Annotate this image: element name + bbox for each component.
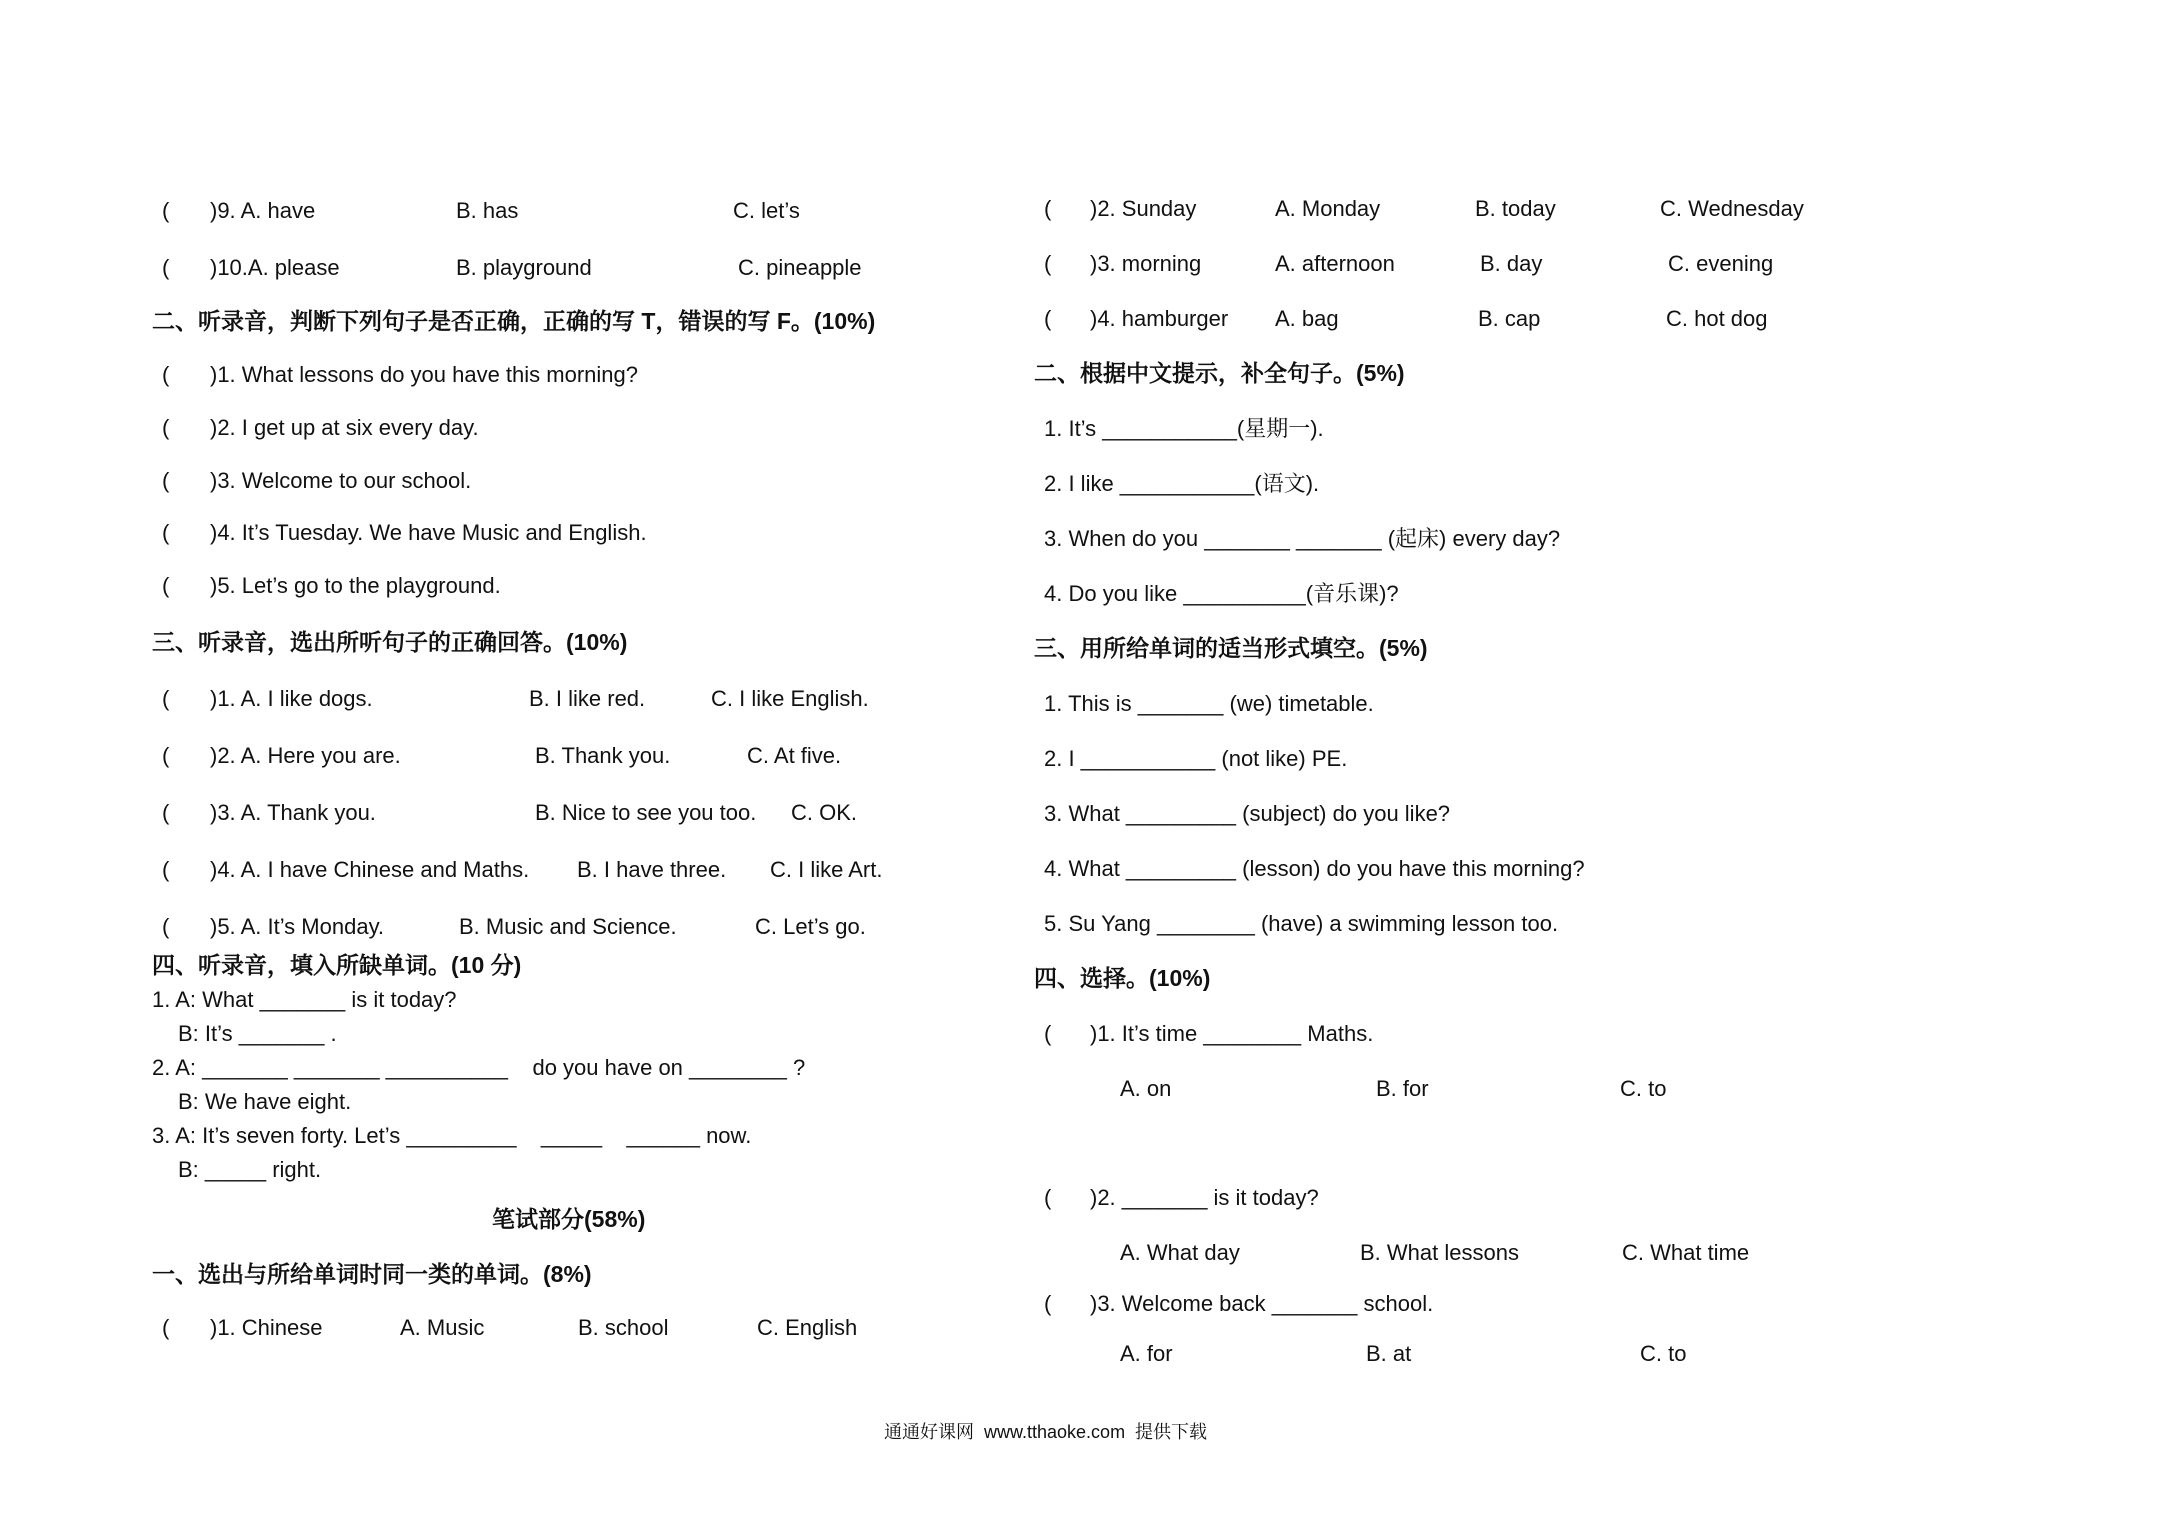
paren: (: [1044, 251, 1052, 276]
paren: (: [162, 914, 170, 939]
paren: (: [162, 520, 170, 545]
option-b: B. for: [1376, 1076, 1429, 1101]
fill-line: 4. Do you like __________(音乐课)?: [1044, 581, 1399, 606]
part-title: 笔试部分(58%): [492, 1206, 646, 1232]
option-c: C. to: [1640, 1341, 1687, 1366]
option-c: C. evening: [1668, 251, 1774, 276]
question-text: )3. Welcome back _______ school.: [1090, 1291, 1434, 1316]
option-c: C. I like Art.: [770, 857, 883, 882]
option-c: C. to: [1620, 1076, 1667, 1101]
fill-line: B: We have eight.: [178, 1089, 352, 1114]
question-text: )9. A. have: [210, 198, 316, 223]
paren: (: [162, 800, 170, 825]
option-b: B. day: [1480, 251, 1543, 276]
fill-line: 2. I like ___________(语文).: [1044, 471, 1320, 496]
paren: (: [162, 468, 170, 493]
option-a: A. What day: [1120, 1240, 1240, 1265]
option-b: B. Nice to see you too.: [535, 800, 757, 825]
fill-line: 1. A: What _______ is it today?: [152, 987, 457, 1012]
paren: (: [162, 686, 170, 711]
question-text: )1. It’s time ________ Maths.: [1090, 1021, 1374, 1046]
option-c: C. I like English.: [711, 686, 869, 711]
paren: (: [162, 362, 170, 387]
paren: (: [162, 198, 170, 223]
fill-line: 1. It’s ___________(星期一).: [1044, 416, 1324, 441]
fill-line: 1. This is _______ (we) timetable.: [1044, 691, 1374, 716]
paren: (: [1044, 1185, 1052, 1210]
paren: (: [162, 743, 170, 768]
paren: (: [162, 573, 170, 598]
option-a: A. bag: [1275, 306, 1339, 331]
option-c: C. Wednesday: [1660, 196, 1804, 221]
option-c: C. What time: [1622, 1240, 1750, 1265]
option-b: B. cap: [1478, 306, 1541, 331]
option-b: B. playground: [456, 255, 592, 280]
fill-line: 5. Su Yang ________ (have) a swimming lesson too.: [1044, 911, 1559, 936]
option-c: C. OK.: [791, 800, 858, 825]
section-title: 三、用所给单词的适当形式填空。(5%): [1034, 635, 1428, 661]
paren: (: [162, 857, 170, 882]
question-text: )2. I get up at six every day.: [210, 415, 479, 440]
section-title: 二、根据中文提示，补全句子。(5%): [1034, 360, 1405, 386]
option-a: )1. A. I like dogs.: [210, 686, 373, 711]
option-c: C. pineapple: [738, 255, 862, 280]
option-a: )4. A. I have Chinese and Maths.: [210, 857, 530, 882]
question-text: )1. Chinese: [210, 1315, 323, 1340]
option-a: A. afternoon: [1275, 251, 1395, 276]
option-b: B. I have three.: [577, 857, 727, 882]
option-b: B. I like red.: [529, 686, 646, 711]
option-b: B. school: [578, 1315, 669, 1340]
option-b: B. Thank you.: [535, 743, 671, 768]
footer-text: 通通好课网 www.tthaoke.com 提供下载: [884, 1422, 1208, 1442]
fill-line: 2. A: _______ _______ __________ do you have on ________ ?: [152, 1055, 806, 1080]
fill-line: 3. A: It’s seven forty. Let’s _________ _____ ______ now.: [152, 1123, 752, 1148]
question-text: )1. What lessons do you have this morning?: [210, 362, 639, 387]
fill-line: 2. I ___________ (not like) PE.: [1044, 746, 1348, 771]
question-text: )4. It’s Tuesday. We have Music and English.: [210, 520, 647, 545]
question-text: )5. Let’s go to the playground.: [210, 573, 501, 598]
question-text: )3. morning: [1090, 251, 1202, 276]
question-text: )10.A. please: [210, 255, 340, 280]
section-title: 二、听录音，判断下列句子是否正确，正确的写 T，错误的写 F。(10%): [152, 308, 876, 334]
section-title: 三、听录音，选出所听句子的正确回答。(10%): [152, 629, 628, 655]
section-title: 四、选择。(10%): [1034, 965, 1211, 991]
paren: (: [1044, 306, 1052, 331]
option-b: B. has: [456, 198, 519, 223]
fill-line: B: It’s _______ .: [178, 1021, 337, 1046]
option-a: )2. A. Here you are.: [210, 743, 401, 768]
option-c: C. At five.: [747, 743, 842, 768]
question-text: )2. _______ is it today?: [1090, 1185, 1319, 1210]
option-c: C. hot dog: [1666, 306, 1768, 331]
option-a: A. for: [1120, 1341, 1173, 1366]
option-c: C. English: [757, 1315, 858, 1340]
paren: (: [1044, 1291, 1052, 1316]
paren: (: [162, 415, 170, 440]
fill-line: B: _____ right.: [178, 1157, 322, 1182]
option-c: C. let’s: [733, 198, 800, 223]
paren: (: [162, 1315, 170, 1340]
question-text: )2. Sunday: [1090, 196, 1197, 221]
option-a: A. Music: [400, 1315, 485, 1340]
section-title: 一、选出与所给单词时同一类的单词。(8%): [152, 1261, 592, 1287]
question-text: )3. Welcome to our school.: [210, 468, 472, 493]
option-a: )5. A. It’s Monday.: [210, 914, 385, 939]
option-a: A. on: [1120, 1076, 1172, 1101]
paren: (: [162, 255, 170, 280]
option-b: B. today: [1475, 196, 1556, 221]
paren: (: [1044, 196, 1052, 221]
fill-line: 4. What _________ (lesson) do you have this morning?: [1044, 856, 1585, 881]
fill-line: 3. What _________ (subject) do you like?: [1044, 801, 1451, 826]
option-c: C. Let’s go.: [755, 914, 866, 939]
paren: (: [1044, 1021, 1052, 1046]
section-title: 四、听录音，填入所缺单词。(10 分): [152, 952, 522, 978]
option-b: B. What lessons: [1360, 1240, 1519, 1265]
option-a: )3. A. Thank you.: [210, 800, 376, 825]
fill-line: 3. When do you _______ _______ (起床) every day?: [1044, 526, 1561, 551]
option-b: B. Music and Science.: [459, 914, 677, 939]
question-text: )4. hamburger: [1090, 306, 1229, 331]
option-a: A. Monday: [1275, 196, 1381, 221]
option-b: B. at: [1366, 1341, 1412, 1366]
